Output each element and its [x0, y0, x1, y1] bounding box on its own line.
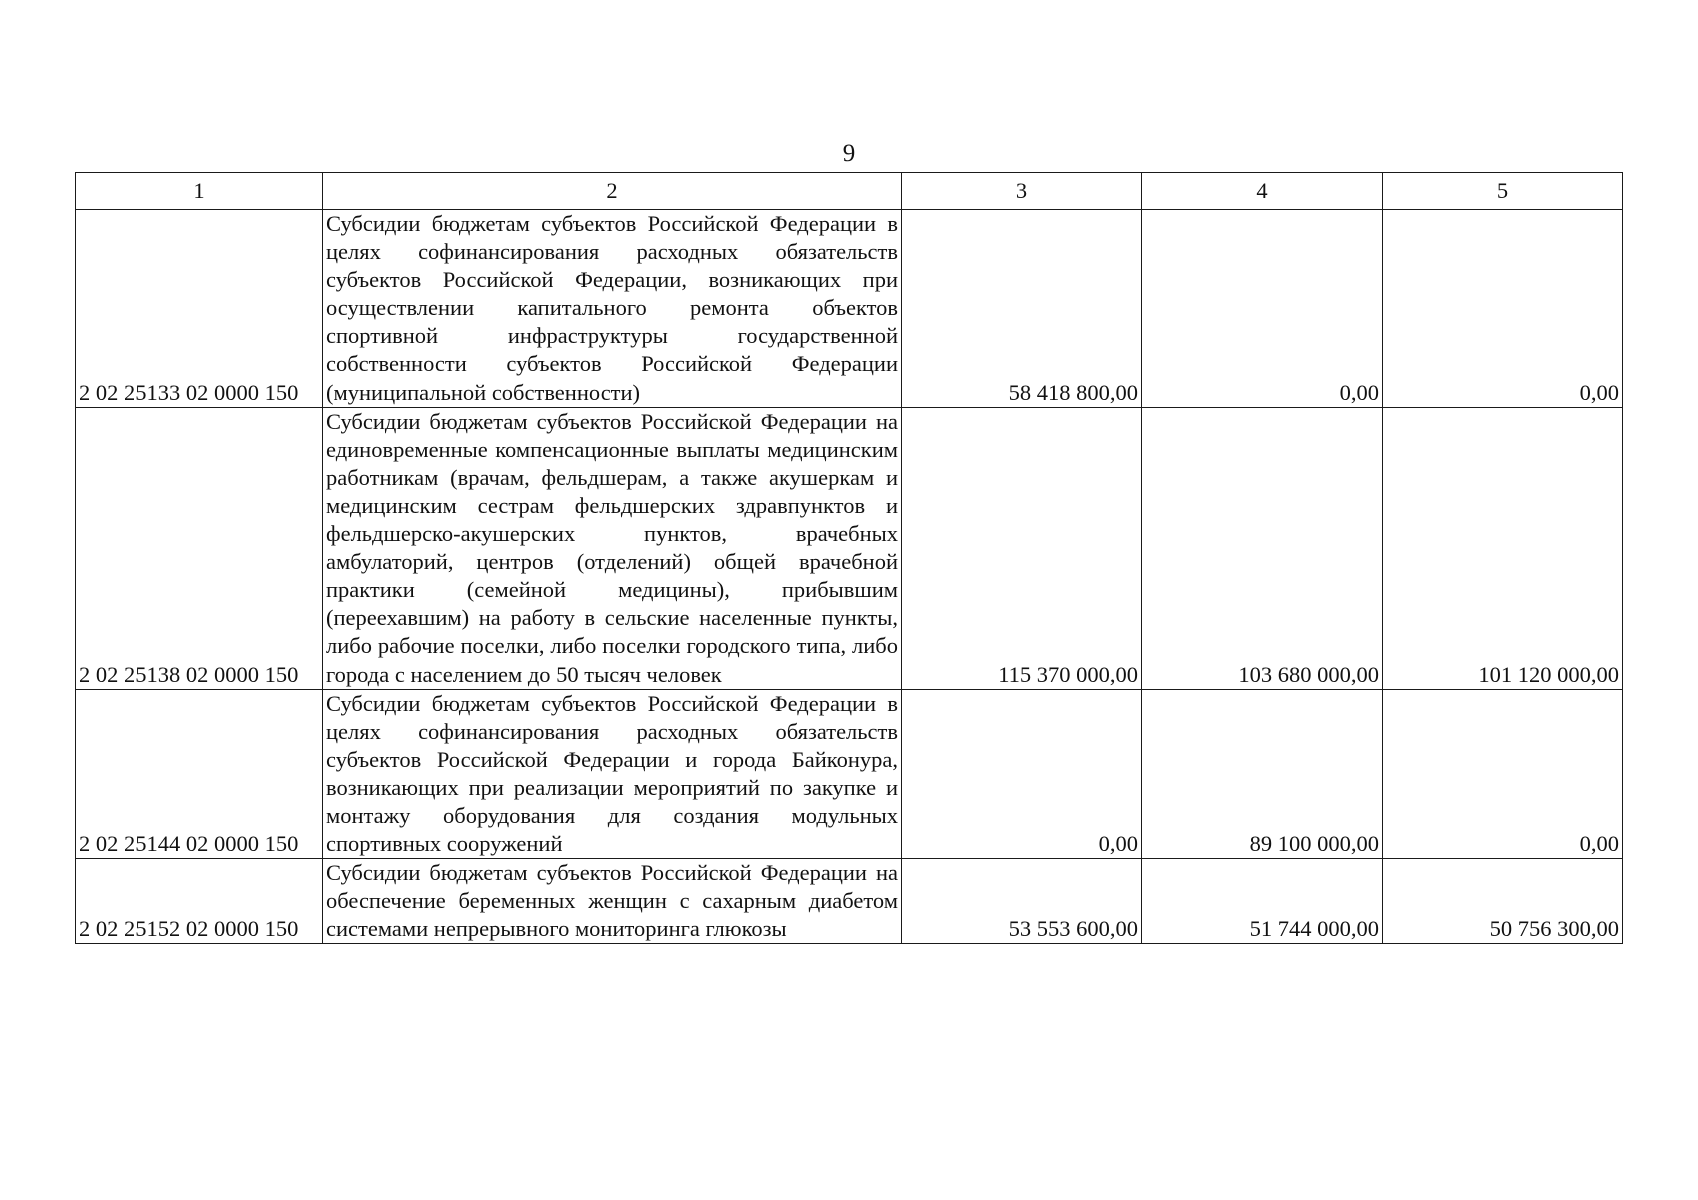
row-description: Субсидии бюджетам субъектов Российской Федерации в целях софинансирования расходных обязательств субъектов Российской Федерации, возникающих при осуществлении капитального ремонта объектов спортивной инфраструктуры государственной собственности субъектов Российской Федерации (муниципальной собственности): [323, 210, 902, 408]
table-row: [76, 689, 1623, 859]
budget-code: 2 02 25133 02 0000 150: [76, 210, 323, 408]
column-header-3: 3: [902, 173, 1142, 210]
column-header-5: 5: [1383, 173, 1623, 210]
amount-col3: 58 418 800,00: [902, 210, 1142, 408]
amount-col4: 51 744 000,00: [1142, 859, 1383, 944]
table-row: [76, 210, 1623, 408]
amount-col4: 0,00: [1142, 210, 1383, 408]
row-description: Субсидии бюджетам субъектов Российской Федерации в целях софинансирования расходных обязательств субъектов Российской Федерации и города Байконура, возникающих при реализации мероприятий по закупке и монтажу оборудования для создания модульных спортивных сооружений: [323, 689, 902, 859]
amount-col3: 115 370 000,00: [902, 407, 1142, 689]
table-header-row: [76, 173, 1623, 210]
page-number: 9: [842, 140, 856, 167]
column-header-4: 4: [1142, 173, 1383, 210]
budget-code: 2 02 25144 02 0000 150: [76, 689, 323, 859]
budget-code: 2 02 25152 02 0000 150: [76, 859, 323, 944]
amount-col5: 50 756 300,00: [1383, 859, 1623, 944]
amount-col5: 0,00: [1383, 210, 1623, 408]
amount-col3: 53 553 600,00: [902, 859, 1142, 944]
budget-code: 2 02 25138 02 0000 150: [76, 407, 323, 689]
row-description: Субсидии бюджетам субъектов Российской Федерации на обеспечение беременных женщин с сахарным диабетом системами непрерывного мониторинга глюкозы: [323, 859, 902, 944]
amount-col3: 0,00: [902, 689, 1142, 859]
row-description: Субсидии бюджетам субъектов Российской Федерации на единовременные компенсационные выплаты медицинским работникам (врачам, фельдшерам, а также акушеркам и медицинским сестрам фельдшерских здравпунктов и фельдшерско-акушерских пунктов, врачебных амбулаторий, центров (отделений) общей врачебной практики (семейной медицины), прибывшим (переехавшим) на работу в сельские населенные пункты, либо рабочие поселки, либо поселки городского типа, либо города с населением до 50 тысяч человек: [323, 407, 902, 689]
column-header-2: 2: [323, 173, 902, 210]
table-row: [76, 407, 1623, 689]
amount-col4: 103 680 000,00: [1142, 407, 1383, 689]
amount-col5: 101 120 000,00: [1383, 407, 1623, 689]
amount-col5: 0,00: [1383, 689, 1623, 859]
table-row: [76, 859, 1623, 944]
amount-col4: 89 100 000,00: [1142, 689, 1383, 859]
budget-table: [75, 172, 1623, 944]
column-header-1: 1: [76, 173, 323, 210]
